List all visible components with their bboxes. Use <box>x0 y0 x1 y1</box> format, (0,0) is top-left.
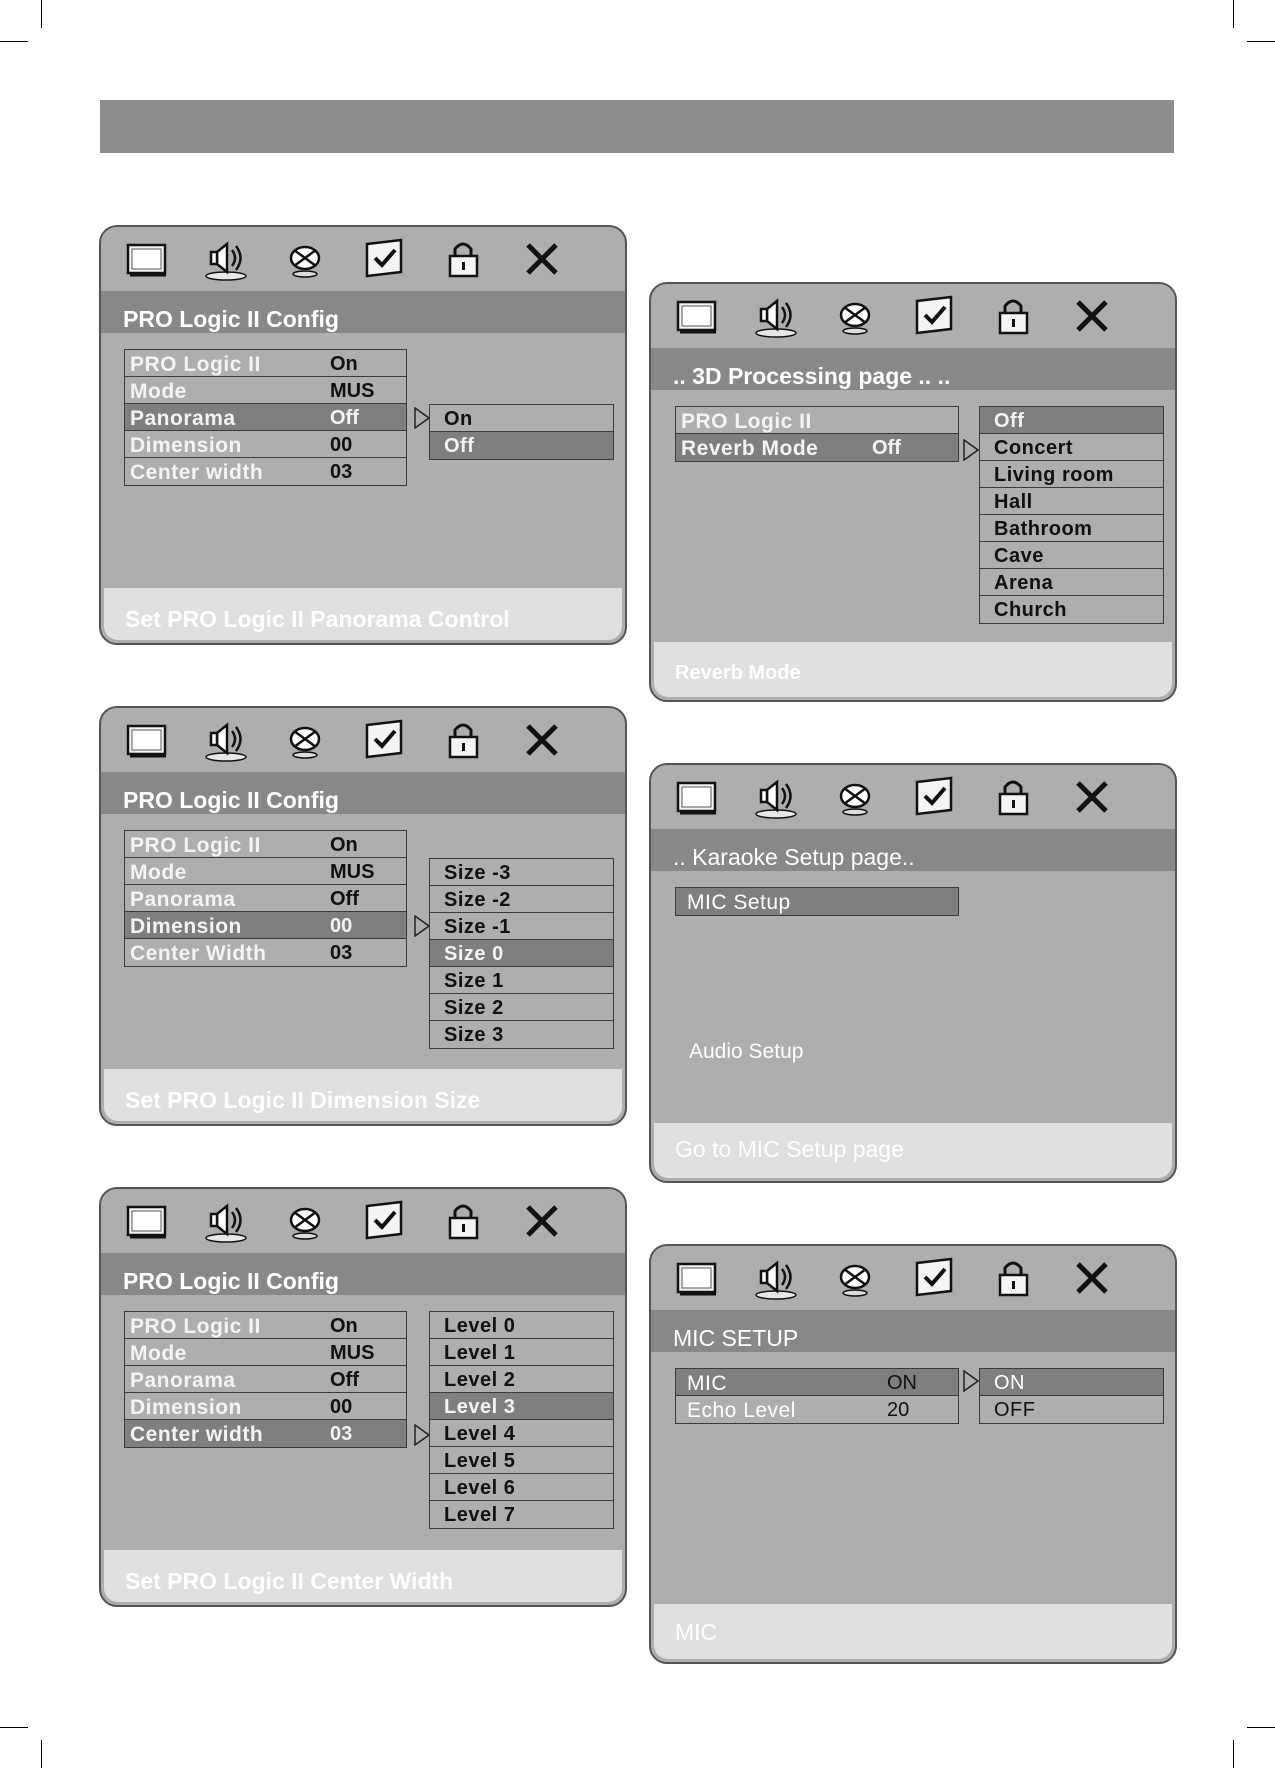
menu-row-value: Off <box>872 437 901 459</box>
tv-screen-icon[interactable] <box>673 1254 721 1302</box>
status-hint: Set PRO Logic II Center Width <box>104 1550 622 1602</box>
panel-mic-setup <box>649 1244 1177 1664</box>
status-hint: Reverb Mode <box>654 642 1172 697</box>
menu-row-label: Dimension <box>130 434 242 457</box>
menu-row-label: Center width <box>130 461 264 484</box>
option-item[interactable] <box>980 461 1163 488</box>
option-item[interactable] <box>430 1501 613 1528</box>
page-title: MIC SETUP <box>651 1310 1175 1352</box>
menu-row[interactable] <box>125 431 406 458</box>
arrow-right-icon <box>414 915 430 937</box>
disc-icon[interactable] <box>281 235 329 283</box>
menu-row[interactable] <box>125 1420 406 1447</box>
icon-bar <box>651 1246 1175 1310</box>
close-icon[interactable] <box>518 716 566 764</box>
option-label: Off <box>994 410 1025 432</box>
lock-icon[interactable] <box>989 773 1037 821</box>
menu-row-value: 00 <box>330 915 353 937</box>
option-list <box>429 404 614 460</box>
menu-row-value: 03 <box>330 1423 353 1445</box>
option-label: Size 1 <box>444 970 504 992</box>
option-item[interactable] <box>430 940 613 967</box>
disc-icon[interactable] <box>281 1197 329 1245</box>
speaker-audio-icon[interactable] <box>752 1254 800 1302</box>
option-item[interactable] <box>980 515 1163 542</box>
audio-setup-link[interactable]: Audio Setup <box>689 1040 804 1063</box>
menu-row-label: Mode <box>130 380 187 403</box>
disc-icon[interactable] <box>831 1254 879 1302</box>
crop-mark <box>0 41 28 42</box>
checkbox-icon[interactable] <box>910 1254 958 1302</box>
page-title: .. 3D Processing page .. .. <box>651 348 1175 390</box>
menu-row[interactable] <box>676 434 958 461</box>
option-item[interactable] <box>430 1393 613 1420</box>
option-list <box>429 1311 614 1529</box>
option-label: Level 6 <box>444 1477 516 1499</box>
menu-row-value: MUS <box>330 861 375 883</box>
menu-row[interactable] <box>676 407 958 434</box>
option-item[interactable] <box>430 1366 613 1393</box>
close-icon[interactable] <box>1068 292 1116 340</box>
crop-mark <box>1247 1727 1275 1728</box>
menu-row-value: MUS <box>330 1342 375 1364</box>
option-list <box>429 858 614 1049</box>
menu-row[interactable] <box>125 912 406 939</box>
option-item[interactable] <box>980 434 1163 461</box>
menu-row-label: MIC Setup <box>687 891 791 914</box>
menu-row-label: Dimension <box>130 915 242 938</box>
menu-row[interactable] <box>125 858 406 885</box>
menu-row-value: 00 <box>330 1396 353 1418</box>
menu-row[interactable] <box>125 1393 406 1420</box>
option-item[interactable] <box>430 859 613 886</box>
panel-karaoke-setup <box>649 763 1177 1183</box>
menu-row-value: On <box>330 1315 358 1337</box>
disc-icon[interactable] <box>831 292 879 340</box>
speaker-audio-icon[interactable] <box>202 716 250 764</box>
option-label: Living room <box>994 464 1114 486</box>
lock-icon[interactable] <box>439 235 487 283</box>
speaker-audio-icon[interactable] <box>752 292 800 340</box>
menu-row-label: Mode <box>130 861 187 884</box>
status-hint: Set PRO Logic II Panorama Control <box>104 588 622 640</box>
option-item[interactable] <box>430 1021 613 1048</box>
karaoke-menu <box>675 887 959 916</box>
crop-mark <box>1233 1740 1234 1768</box>
menu-row-value: MUS <box>330 380 375 402</box>
panel-3d-processing <box>649 282 1177 702</box>
option-label: ON <box>994 1372 1025 1394</box>
menu-row-value: Off <box>330 1369 359 1391</box>
checkbox-icon[interactable] <box>360 235 408 283</box>
disc-icon[interactable] <box>281 716 329 764</box>
speaker-audio-icon[interactable] <box>202 1197 250 1245</box>
menu-row[interactable] <box>125 1366 406 1393</box>
menu-row[interactable] <box>125 404 406 431</box>
menu-row[interactable] <box>125 885 406 912</box>
checkbox-icon[interactable] <box>360 1197 408 1245</box>
menu-row-value: Off <box>330 888 359 910</box>
menu-row-label: PRO Logic II <box>130 834 261 857</box>
option-label: Bathroom <box>994 518 1093 540</box>
option-label: OFF <box>994 1399 1036 1421</box>
menu-row-label: Center width <box>130 1423 264 1446</box>
menu-row[interactable] <box>676 888 958 915</box>
arrow-right-icon <box>963 1370 979 1392</box>
settings-menu <box>124 349 407 486</box>
option-item[interactable] <box>430 967 613 994</box>
option-label: Size -1 <box>444 916 511 938</box>
settings-menu <box>675 406 959 462</box>
option-item[interactable] <box>980 407 1163 434</box>
option-label: Size -2 <box>444 889 511 911</box>
menu-row[interactable] <box>125 458 406 485</box>
menu-row-value: 20 <box>887 1399 910 1421</box>
menu-row-label: Center Width <box>130 942 267 965</box>
panel-prologic-dimension <box>99 706 627 1126</box>
menu-row-label: Panorama <box>130 407 236 430</box>
crop-mark <box>0 1727 28 1728</box>
close-icon[interactable] <box>518 235 566 283</box>
settings-menu <box>124 1311 407 1448</box>
option-item[interactable] <box>430 432 613 459</box>
status-hint: Go to MIC Setup page <box>654 1123 1172 1178</box>
arrow-right-icon <box>414 407 430 429</box>
page-title: PRO Logic II Config <box>101 291 625 333</box>
status-hint: MIC <box>654 1604 1172 1659</box>
close-icon[interactable] <box>1068 1254 1116 1302</box>
menu-row[interactable] <box>125 1312 406 1339</box>
menu-row-value: Off <box>330 407 359 429</box>
menu-row-value: On <box>330 834 358 856</box>
option-list <box>979 1368 1164 1424</box>
crop-mark <box>1233 0 1234 28</box>
lock-icon[interactable] <box>989 1254 1037 1302</box>
tv-screen-icon[interactable] <box>673 773 721 821</box>
option-item[interactable] <box>430 886 613 913</box>
option-label: Size -3 <box>444 862 511 884</box>
menu-row-label: PRO Logic II <box>130 1315 261 1338</box>
menu-row[interactable] <box>125 377 406 404</box>
icon-bar <box>101 227 625 291</box>
tv-screen-icon[interactable] <box>673 292 721 340</box>
option-item[interactable] <box>430 913 613 940</box>
option-label: Level 3 <box>444 1396 516 1418</box>
speaker-audio-icon[interactable] <box>202 235 250 283</box>
checkbox-icon[interactable] <box>360 716 408 764</box>
page-title: PRO Logic II Config <box>101 772 625 814</box>
menu-row[interactable] <box>125 1339 406 1366</box>
icon-bar <box>651 765 1175 829</box>
arrow-right-icon <box>963 439 979 461</box>
menu-row[interactable] <box>125 350 406 377</box>
header-bar <box>100 100 1174 153</box>
option-label: Church <box>994 599 1067 621</box>
close-icon[interactable] <box>518 1197 566 1245</box>
option-label: On <box>444 408 473 430</box>
crop-mark <box>41 0 42 28</box>
speaker-audio-icon[interactable] <box>752 773 800 821</box>
menu-row[interactable] <box>125 939 406 966</box>
option-item[interactable] <box>980 542 1163 569</box>
menu-row-label: Reverb Mode <box>681 437 819 460</box>
menu-row-label: Dimension <box>130 1396 242 1419</box>
menu-row-value: 00 <box>330 434 353 456</box>
option-label: Cave <box>994 545 1044 567</box>
page-title: PRO Logic II Config <box>101 1253 625 1295</box>
option-item[interactable] <box>430 1447 613 1474</box>
checkbox-icon[interactable] <box>910 773 958 821</box>
panel-prologic-center-width <box>99 1187 627 1607</box>
menu-row-label: Echo Level <box>687 1399 796 1422</box>
option-item[interactable] <box>430 994 613 1021</box>
option-label: Off <box>444 435 475 457</box>
disc-icon[interactable] <box>831 773 879 821</box>
option-item[interactable] <box>980 1369 1163 1396</box>
menu-row-value: ON <box>887 1372 917 1394</box>
option-label: Level 7 <box>444 1504 516 1526</box>
option-label: Level 1 <box>444 1342 516 1364</box>
option-item[interactable] <box>430 1474 613 1501</box>
settings-menu <box>124 830 407 967</box>
menu-row-label: Panorama <box>130 888 236 911</box>
menu-row-label: PRO Logic II <box>681 410 812 433</box>
icon-bar <box>101 1189 625 1253</box>
menu-row[interactable] <box>125 831 406 858</box>
option-item[interactable] <box>980 488 1163 515</box>
option-label: Level 5 <box>444 1450 516 1472</box>
panel-prologic-panorama <box>99 225 627 645</box>
option-label: Concert <box>994 437 1074 459</box>
option-item[interactable] <box>980 1396 1163 1423</box>
checkbox-icon[interactable] <box>910 292 958 340</box>
option-label: Level 0 <box>444 1315 516 1337</box>
tv-screen-icon[interactable] <box>123 716 171 764</box>
icon-bar <box>651 284 1175 348</box>
crop-mark <box>1247 41 1275 42</box>
menu-row-value: 03 <box>330 942 353 964</box>
option-label: Level 2 <box>444 1369 516 1391</box>
option-label: Arena <box>994 572 1054 594</box>
option-label: Level 4 <box>444 1423 516 1445</box>
option-item[interactable] <box>430 405 613 432</box>
option-item[interactable] <box>430 1420 613 1447</box>
tv-screen-icon[interactable] <box>123 1197 171 1245</box>
close-icon[interactable] <box>1068 773 1116 821</box>
menu-row-label: Panorama <box>130 1369 236 1392</box>
menu-row-label: Mode <box>130 1342 187 1365</box>
lock-icon[interactable] <box>989 292 1037 340</box>
option-item[interactable] <box>430 1339 613 1366</box>
menu-row-value: On <box>330 353 358 375</box>
option-item[interactable] <box>980 569 1163 596</box>
icon-bar <box>101 708 625 772</box>
mic-settings-menu <box>675 1368 959 1424</box>
lock-icon[interactable] <box>439 1197 487 1245</box>
option-label: Hall <box>994 491 1033 513</box>
arrow-right-icon <box>414 1424 430 1446</box>
tv-screen-icon[interactable] <box>123 235 171 283</box>
menu-row-label: MIC <box>687 1372 727 1395</box>
lock-icon[interactable] <box>439 716 487 764</box>
page-title: .. Karaoke Setup page.. <box>651 829 1175 871</box>
status-hint: Set PRO Logic II Dimension Size <box>104 1069 622 1121</box>
menu-row-value: 03 <box>330 461 353 483</box>
option-item[interactable] <box>980 596 1163 623</box>
crop-mark <box>41 1740 42 1768</box>
option-list <box>979 406 1164 624</box>
option-label: Size 0 <box>444 943 504 965</box>
option-label: Size 2 <box>444 997 504 1019</box>
menu-row-label: PRO Logic II <box>130 353 261 376</box>
option-item[interactable] <box>430 1312 613 1339</box>
option-label: Size 3 <box>444 1024 504 1046</box>
menu-row[interactable] <box>676 1396 958 1423</box>
menu-row[interactable] <box>676 1369 958 1396</box>
